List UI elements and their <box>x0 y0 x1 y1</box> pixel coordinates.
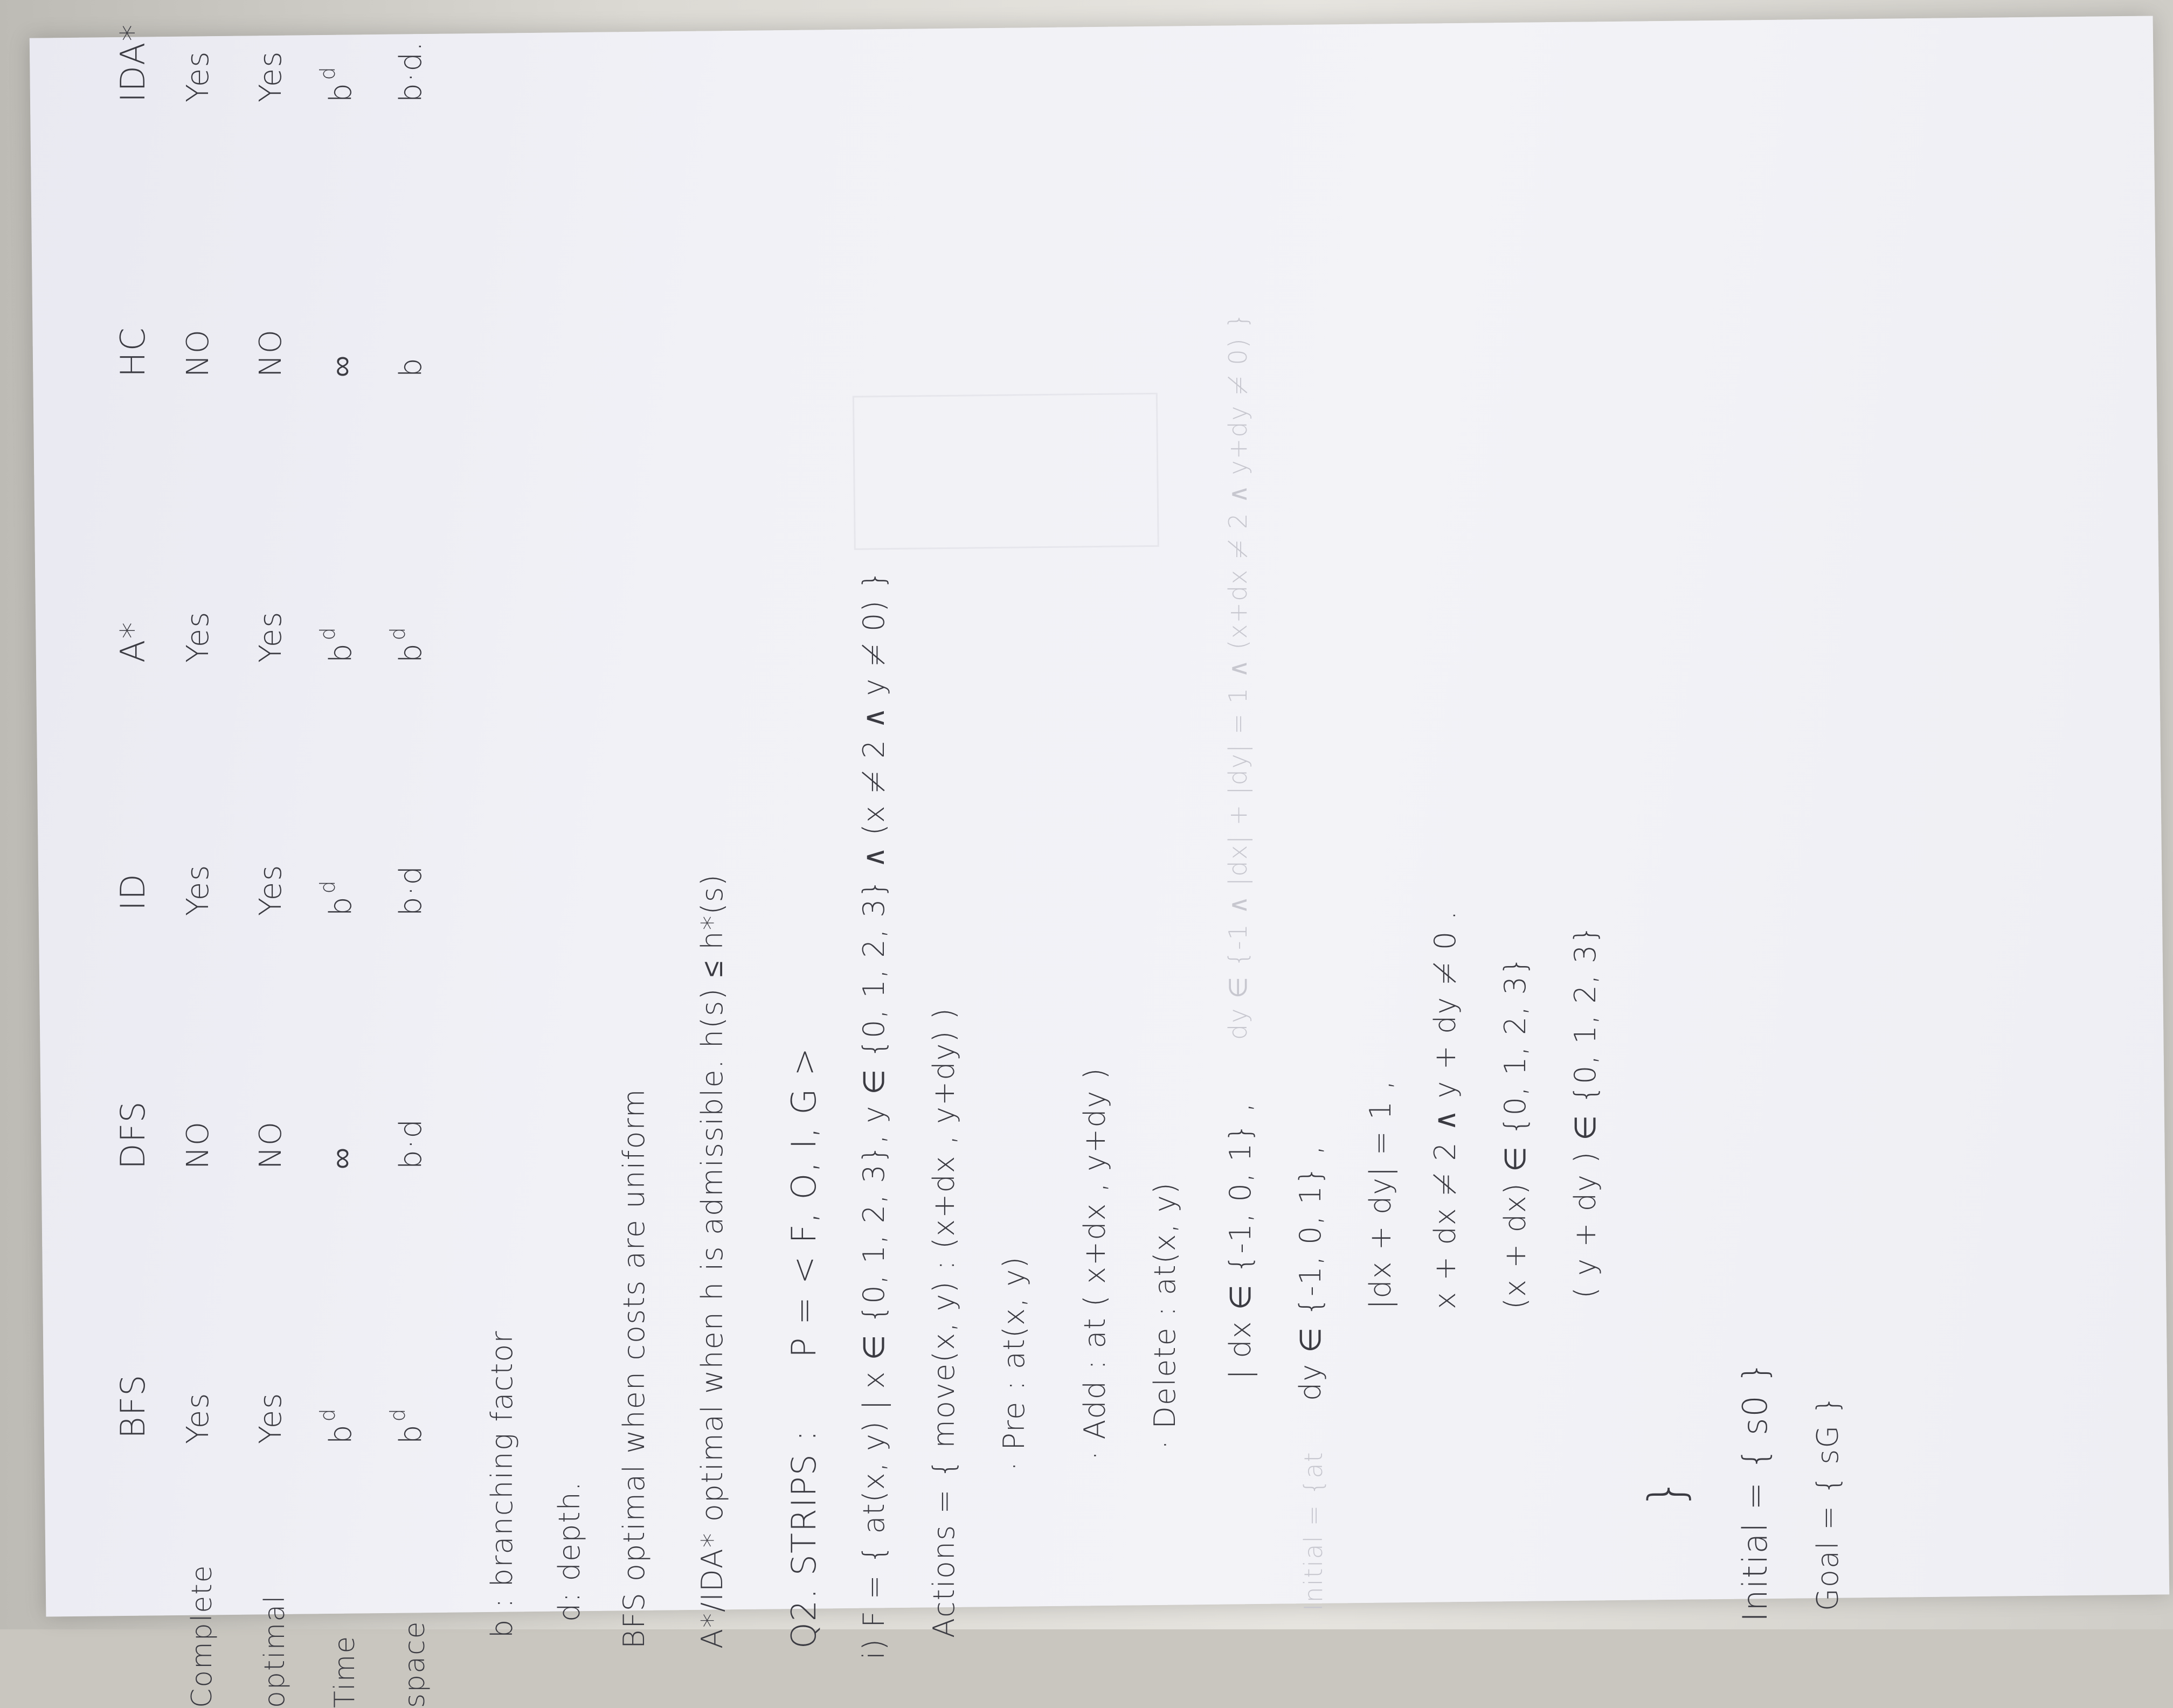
q2-cond-xrange: (x + dx) ∈ {0, 1, 2, 3} <box>1498 955 1532 1309</box>
row-label-space: space <box>399 1620 431 1708</box>
q2-cond-sum: |dx + dy| = 1 , <box>1364 1079 1397 1309</box>
q2-initial: Initial = { s0 } <box>1735 1360 1775 1622</box>
cell-time-idastar: $b^d$ <box>316 66 358 102</box>
col-header-id: ID <box>113 872 153 911</box>
exponent: d <box>316 66 340 80</box>
q2-close-brace: } <box>1638 1476 1695 1509</box>
cell-time-id: $b^d$ <box>316 879 358 916</box>
exponent: d <box>386 626 410 641</box>
cell-optimal-dfs: NO <box>253 1121 288 1169</box>
cell-complete-hc: NO <box>181 329 216 377</box>
cell-space-bfs: $b^d$ <box>386 1407 428 1444</box>
col-header-dfs: DFS <box>113 1100 153 1169</box>
q2-fluents: i) F = { at(x, y) | x ∈ {0, 1, 2, 3}, y ∈ {0, 1, 2, 3} ∧ (x ≠ 2 ∧ y ≠ 0) } <box>857 570 891 1660</box>
cell-time-dfs: ∞ <box>324 1147 359 1169</box>
q2-cond-yrange: ( y + dy ) ∈ {0, 1, 2, 3} <box>1568 924 1602 1299</box>
col-header-astar: A* <box>113 621 153 663</box>
row-label-complete: Complete <box>186 1564 218 1708</box>
q2-title: Q2. STRIPS : <box>784 1429 823 1649</box>
row-label-optimal: optimal <box>259 1594 291 1708</box>
exponent: d <box>316 1407 340 1422</box>
exponent: d <box>386 1407 410 1422</box>
q2-goal: Goal = { sG } <box>1811 1394 1845 1611</box>
row-label-time: Time <box>329 1635 361 1708</box>
cell-optimal-id: Yes <box>253 864 288 916</box>
q2-cond-dy: dy ∈ {-1, 0, 1} , <box>1293 1144 1327 1401</box>
cell-time-hc: ∞ <box>324 355 359 377</box>
exponent: d <box>316 626 340 641</box>
cell-complete-id: Yes <box>181 864 216 916</box>
cell-space-astar: $b^d$ <box>386 626 428 663</box>
exponent: d <box>316 879 340 894</box>
cell-optimal-bfs: Yes <box>253 1392 288 1444</box>
note-depth: d: depth. <box>552 1481 586 1622</box>
q2-actions-head: Actions = { move(x, y) : (x+dx , y+dy) ) <box>927 1007 961 1638</box>
col-header-bfs: BFS <box>113 1373 153 1439</box>
cell-complete-dfs: NO <box>181 1121 216 1169</box>
cell-optimal-idastar: Yes <box>253 50 288 102</box>
cell-complete-idastar: Yes <box>181 50 216 102</box>
cell-time-bfs: $b^d$ <box>316 1407 358 1444</box>
cell-complete-astar: Yes <box>181 610 216 663</box>
note-branching-factor: b : branching factor <box>485 1330 519 1638</box>
handwritten-page <box>113 23 2118 1708</box>
note-astar-admissible: A*/IDA* optimal when h is admissible. h(s) ≤ h*(s) <box>695 873 729 1649</box>
q2-pre: · Pre : at(x, y) <box>997 1255 1031 1471</box>
q2-add: · Add : at ( x+dx , y+dy ) <box>1078 1067 1112 1460</box>
ghost-initial: Initial = {at <box>1299 1451 1328 1611</box>
cell-space-idastar: b·d. <box>393 40 428 102</box>
ghost-erased-line: dy ∈ {-1 ∧ |dx| + |dy| = 1 ∧ (x+dx ≠ 2 ∧ y+dy ≠ 0) } <box>1223 311 1252 1040</box>
col-header-hc: HC <box>113 327 153 377</box>
cell-space-dfs: b·d <box>393 1118 428 1169</box>
q2-cond-neq: x + dx ≠ 2 ∧ y + dy ≠ 0 . <box>1428 909 1462 1309</box>
note-bfs-optimal: BFS optimal when costs are uniform <box>617 1088 651 1649</box>
cell-space-hc: b <box>393 357 428 377</box>
q2-tuple: P = < F, O, I, G > <box>784 1046 823 1358</box>
cell-complete-bfs: Yes <box>181 1392 216 1444</box>
col-header-idastar: IDA* <box>113 23 153 102</box>
cell-space-id: b·d <box>393 865 428 916</box>
q2-delete: · Delete : at(x, y) <box>1148 1182 1182 1449</box>
cell-time-astar: $b^d$ <box>316 626 358 663</box>
cell-optimal-hc: NO <box>253 329 288 377</box>
cell-optimal-astar: Yes <box>253 610 288 663</box>
q2-cond-dx: | dx ∈ {-1, 0, 1} , <box>1223 1101 1257 1379</box>
